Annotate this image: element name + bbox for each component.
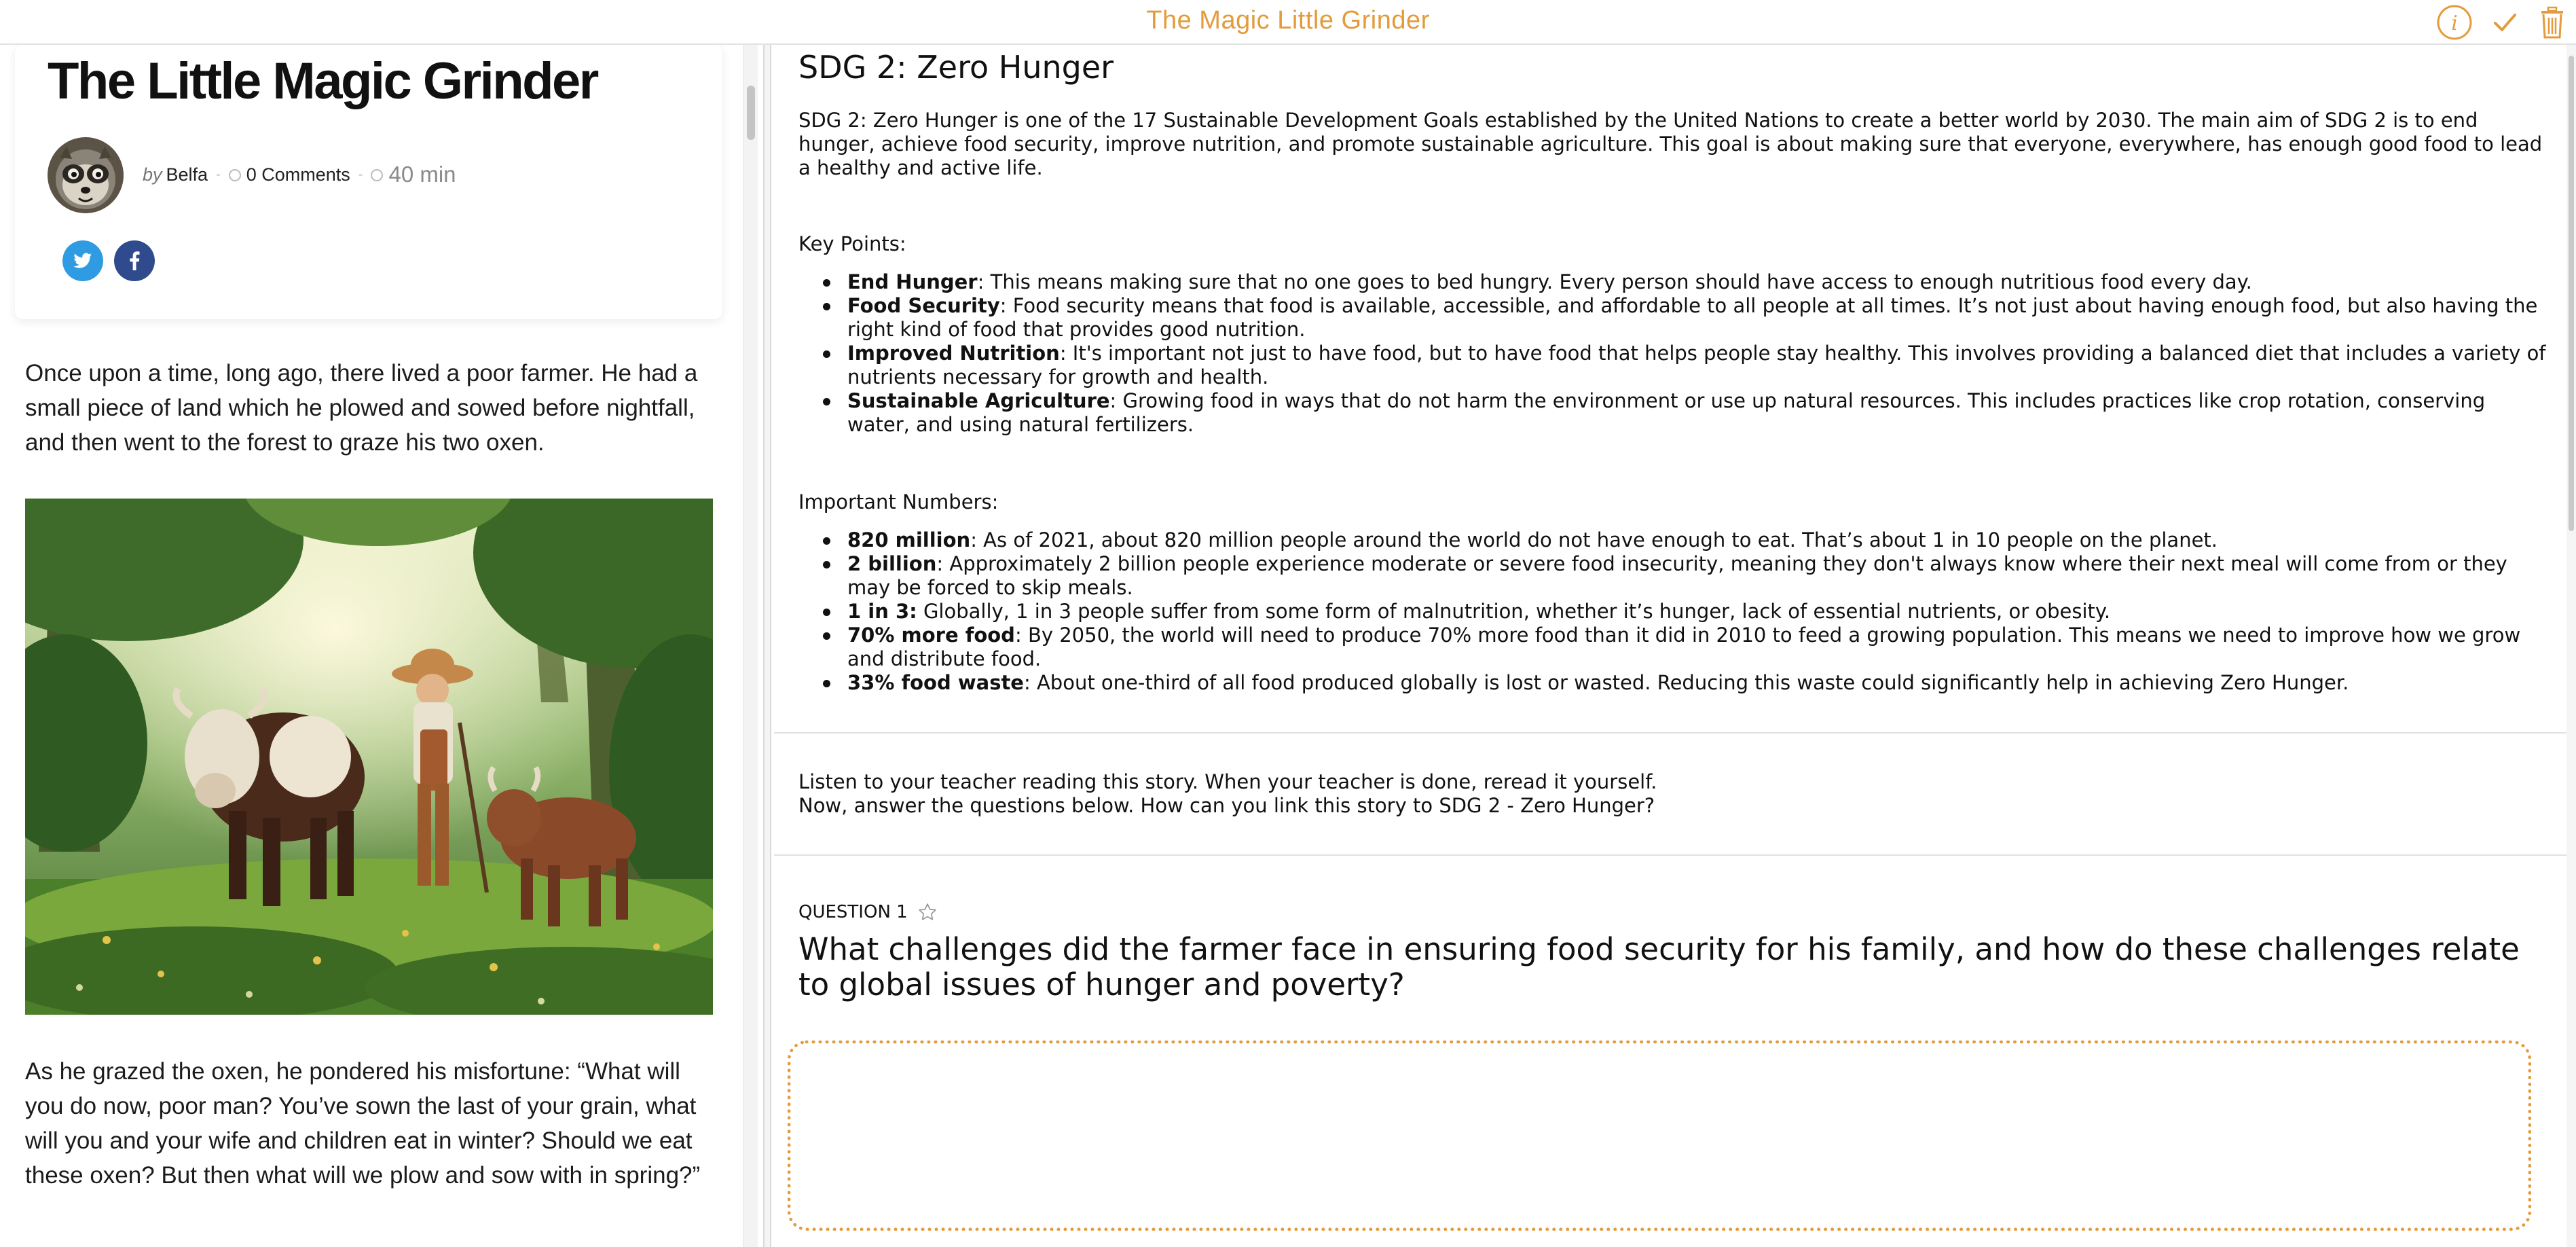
sdg-heading: SDG 2: Zero Hunger	[798, 49, 1114, 86]
panel-resize-divider[interactable]	[763, 45, 771, 1247]
author-prefix: by	[143, 164, 162, 185]
meta-separator: -	[216, 166, 221, 182]
comment-icon	[229, 169, 241, 181]
list-item	[798, 600, 2550, 624]
story-illustration	[25, 499, 713, 1015]
list-item	[798, 552, 2550, 600]
story-title: The Little Magic Grinder	[48, 52, 597, 110]
list-item	[798, 270, 2550, 294]
scrollbar-thumb[interactable]	[747, 86, 755, 140]
facebook-share-button[interactable]	[114, 240, 155, 281]
story-paragraph: As he grazed the oxen, he pondered his misfortune: “What will you do now, poor man? You’ve sown the last of your grain, what will you and your wife and children eat in winter? Should we eat these oxen? But then what will we plow and sow with in spring?”	[25, 1058, 701, 1189]
key-points-label: Key Points:	[798, 232, 906, 255]
list-item	[798, 624, 2550, 671]
star-icon[interactable]	[917, 902, 938, 922]
question-text: What challenges did the farmer face in ensuring food security for his family, and how do these challenges relate to global issues of hunger and poverty?	[798, 931, 2520, 1002]
list-item	[798, 671, 2550, 695]
answer-field[interactable]	[788, 1041, 2531, 1231]
list-item-term: 2 billion	[847, 552, 937, 575]
list-item	[798, 528, 2550, 552]
section-divider	[774, 732, 2569, 734]
list-item-text: : It's important not just to have food, but to have food that helps people stay healthy. This involves providing a balanced diet that includes a variety of nutrients necessary for growth and health.	[847, 342, 2546, 388]
story-panel	[0, 45, 740, 1247]
read-time: 40 min	[388, 162, 456, 187]
instruction-line: Listen to your teacher reading this story. When your teacher is done, reread it yourself.	[798, 770, 1657, 793]
sdg-intro: SDG 2: Zero Hunger is one of the 17 Sustainable Development Goals established by the United Nations to create a better world by 2030. The main aim of SDG 2 is to end hunger, achieve food security, improve nutrition, and promote sustainable agriculture. This goal is about making sure that everyone, everywhere, has enough good food to lead a healthy and active life.	[798, 109, 2543, 179]
comments-count[interactable]: 0 Comments	[246, 164, 350, 185]
check-icon[interactable]	[2486, 4, 2523, 41]
meta-separator: -	[358, 166, 363, 182]
list-item-term: 820 million	[847, 528, 971, 552]
question-number	[798, 902, 938, 922]
list-item-text: Globally, 1 in 3 people suffer from some form of malnutrition, whether it’s hunger, lack of essential nutrients, or obesity.	[917, 600, 2111, 623]
list-item	[798, 389, 2550, 437]
story-paragraph: Once upon a time, long ago, there lived a poor farmer. He had a small piece of land which he plowed and sowed before nightfall, and then went to the forest to graze his two oxen.	[25, 360, 698, 456]
list-item-text: : About one-third of all food produced globally is lost or wasted. Reducing this waste could significantly help in achieving Zero Hunger.	[1023, 671, 2349, 694]
activity-panel	[774, 45, 2569, 1247]
question-label: QUESTION 1	[798, 902, 908, 922]
left-scrollbar[interactable]	[743, 45, 758, 1247]
key-points-list	[798, 270, 2550, 437]
list-item-text: : As of 2021, about 820 million people around the world do not have enough to eat. That’s about 1 in 10 people on the planet.	[970, 528, 2218, 552]
facebook-icon	[129, 251, 140, 270]
list-item-term: 33% food waste	[847, 671, 1024, 694]
list-item-term: 70% more food	[847, 624, 1015, 647]
list-item-term: 1 in 3:	[847, 600, 917, 623]
instruction-line: Now, answer the questions below. How can you link this story to SDG 2 - Zero Hunger?	[798, 794, 1655, 817]
important-numbers-list	[798, 528, 2550, 695]
list-item-text: : Growing food in ways that do not harm the environment or use up natural resources. This includes practices like crop rotation, conserving water, and using natural fertilizers.	[847, 389, 2486, 436]
top-bar	[0, 0, 2576, 45]
list-item-term: End Hunger	[847, 270, 978, 293]
clock-icon	[371, 169, 383, 181]
author-avatar[interactable]	[48, 137, 124, 213]
story-header-card	[15, 45, 722, 319]
app-title: The Magic Little Grinder	[1146, 6, 1430, 35]
scrollbar-thumb[interactable]	[2569, 56, 2574, 531]
list-item	[798, 294, 2550, 342]
author-name[interactable]: Belfa	[166, 164, 208, 185]
list-item-term: Sustainable Agriculture	[847, 389, 1110, 412]
list-item-text: : This means making sure that no one goes to bed hungry. Every person should have access to enough nutritious food every day.	[977, 270, 2252, 293]
trash-icon[interactable]	[2534, 4, 2571, 41]
list-item-text: : Food security means that food is available, accessible, and affordable to all people at all times. It’s not just about having enough food, but also having the right kind of food that provides good nutrition.	[847, 294, 2538, 341]
section-divider	[774, 854, 2569, 856]
list-item	[798, 342, 2550, 389]
important-numbers-label: Important Numbers:	[798, 490, 999, 513]
right-scrollbar[interactable]	[2566, 45, 2576, 1247]
list-item-text: : By 2050, the world will need to produce 70% more food than it did in 2010 to feed a growing population. This means we need to improve how we grow and distribute food.	[847, 624, 2521, 670]
twitter-icon	[73, 253, 92, 269]
twitter-share-button[interactable]	[62, 240, 103, 281]
list-item-text: : Approximately 2 billion people experience moderate or severe food insecurity, meaning they don't always know where their next meal will come from or they may be forced to skip meals.	[847, 552, 2507, 599]
instructions	[798, 770, 1657, 818]
list-item-term: Food Security	[847, 294, 1000, 317]
svg-text:i: i	[2451, 12, 2458, 35]
info-icon[interactable]	[2436, 4, 2473, 41]
story-meta	[143, 162, 456, 187]
list-item-term: Improved Nutrition	[847, 342, 1060, 365]
